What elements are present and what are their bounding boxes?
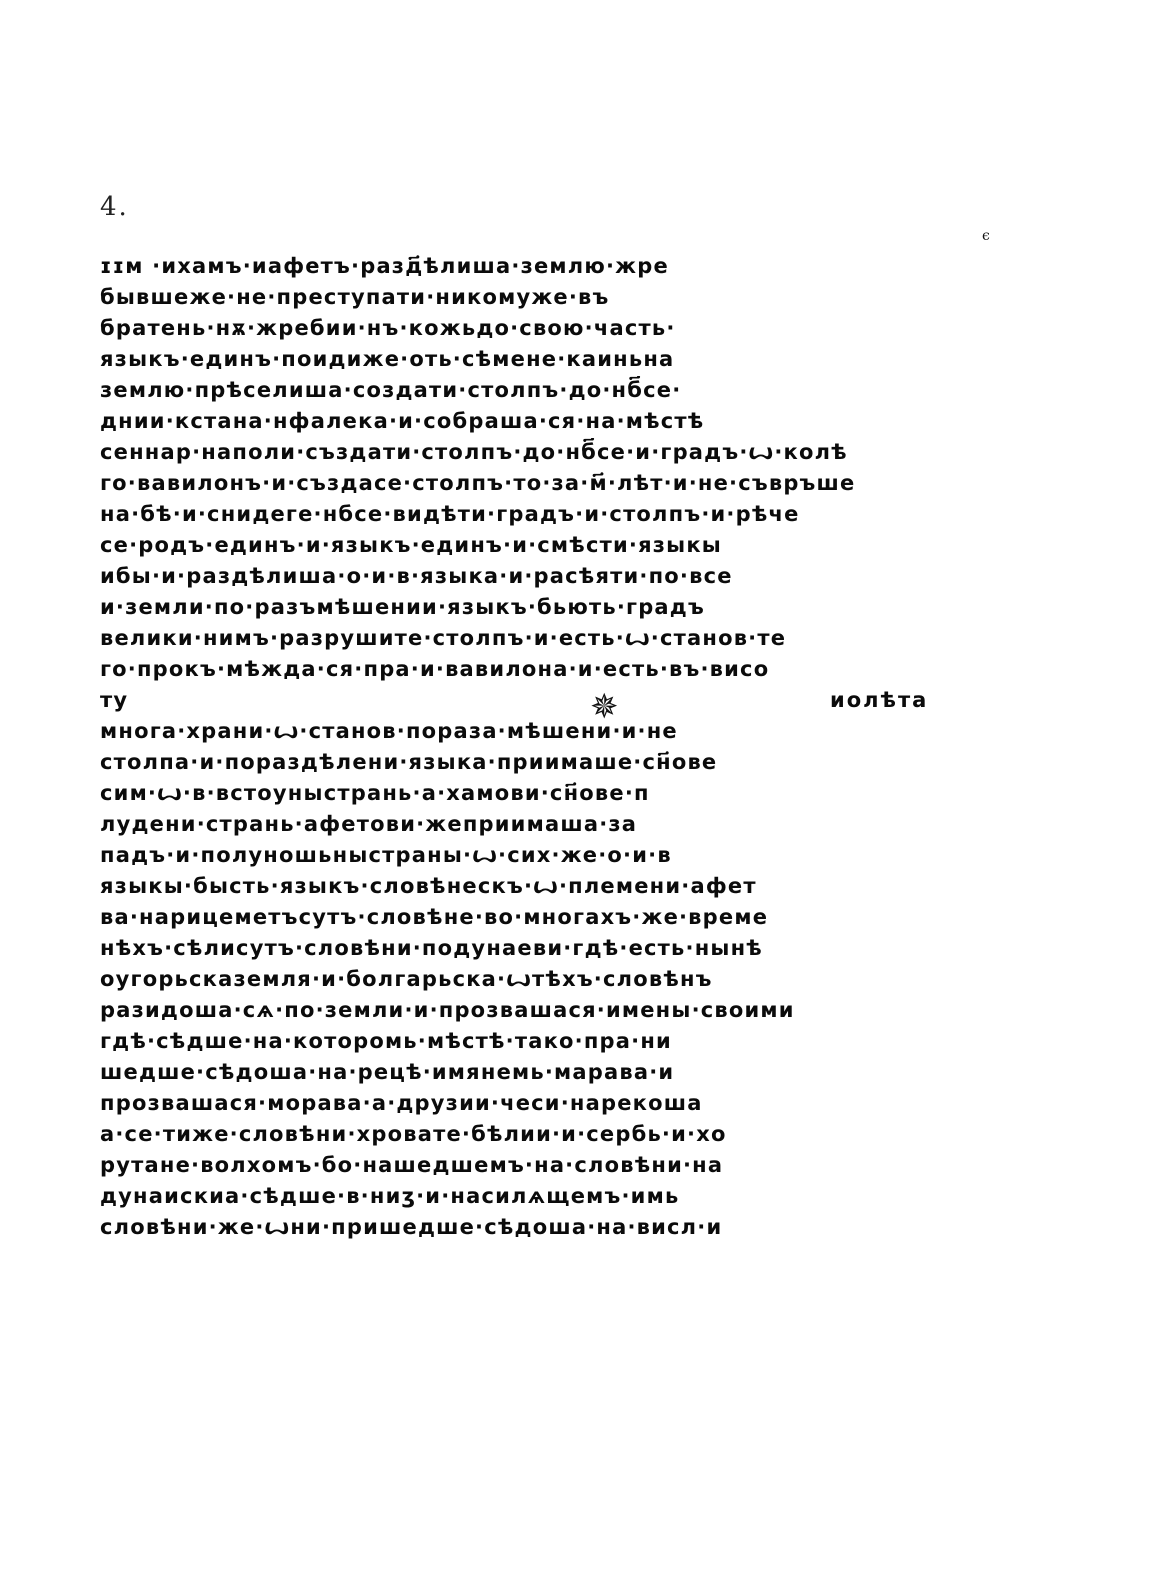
text-line: землю·прѣселиша·создати·столпъ·до·нб҃се· (100, 378, 682, 402)
text-line: ибы·и·раздѣлиша·о·и·в·языка·и·расѣяти·по·все (100, 564, 733, 588)
text-line: столпа·и·пораздѣлени·языка·приимаше·сн҃ове (100, 750, 718, 774)
text-line: языкъ·единъ·поидиже·оть·сѣмене·каиньна (100, 347, 675, 371)
text-line: го·прокъ·мѣжда·ся·пра·и·вавилона·и·есть·въ·висо (100, 657, 770, 681)
text-line: сеннар·наполи·създати·столпъ·до·нб҃се·и·градъ·ꙍ·колѣ (100, 440, 848, 464)
text-line: ва·нарицеметъсутъ·словѣне·во·многахъ·же·време (100, 905, 769, 929)
text-line: бывшеже·не·преступати·никомуже·въ (100, 285, 610, 309)
text-line: разидоша·сѧ·по·земли·и·прозвашася·имены·своими (100, 998, 795, 1022)
corner-annotation: є (982, 228, 990, 244)
text-line: днии·кстана·нфалека·и·собраша·ся·на·мѣстѣ (100, 409, 705, 433)
text-line: словѣни·же·ꙍни·пришедше·сѣдоша·на·висл·и (100, 1215, 723, 1239)
text-line: братень·нѫ·жребии·нъ·кожьдо·свою·часть· (100, 316, 676, 340)
margin-right-text: иолѣта (830, 688, 929, 712)
text-line: прозвашася·морава·а·друзии·чеси·нарекоша (100, 1091, 703, 1115)
text-line: падъ·и·полуношьныстраны·ꙍ·сих·же·о·и·в (100, 843, 672, 867)
folio-number: 4. (100, 192, 129, 222)
text-line: ту (100, 688, 129, 712)
text-line: оугорьсказемля·и·болгарьска·ꙍтѣхъ·словѣнъ (100, 967, 713, 991)
text-line: на·бѣ·и·снидеге·нбсе·видѣти·градъ·и·столпъ·и·рѣче (100, 502, 800, 526)
text-line: се·родъ·единъ·и·языкъ·единъ·и·смѣсти·языкы (100, 533, 722, 557)
text-line: а·се·тиже·словѣни·хровате·бѣлии·и·сербь·и·хо (100, 1122, 727, 1146)
text-line: шедше·сѣдоша·на·рецѣ·имянемь·марава·и (100, 1060, 675, 1084)
text-line: нѣхъ·сѣлисутъ·словѣни·подунаеви·гдѣ·есть·нынѣ (100, 936, 763, 960)
text-line: дунаискиа·сѣдше·в·ниӡ·и·насилѧщемъ·имь (100, 1184, 680, 1208)
text-line: и·земли·по·разъмѣшении·языкъ·бьють·градъ (100, 595, 705, 619)
text-line: гдѣ·сѣдше·на·которомь·мѣстѣ·тако·пра·ни (100, 1029, 672, 1053)
text-line: ɪɪм ·ихамъ·иафетъ·разд҃ѣлиша·землю·жре (100, 254, 669, 278)
text-line: лудени·странь·афетови·жеприимаша·за (100, 812, 638, 836)
text-line: рутане·волхомъ·бо·нашедшемъ·на·словѣни·на (100, 1153, 724, 1177)
manuscript-text-block (100, 252, 1000, 1242)
text-line: сим·ꙍ·в·встоуныстрань·а·хамови·сн҃ове·п (100, 781, 650, 805)
text-line: велики·нимъ·разрушите·столпъ·и·есть·ꙍ·станов·те (100, 626, 787, 650)
star-ornament-icon: ✵ (590, 687, 619, 727)
text-line: языкы·бысть·языкъ·словѣнескъ·ꙍ·племени·афет (100, 874, 757, 898)
text-line: многа·храни·ꙍ·станов·пораза·мѣшени·и·не (100, 719, 678, 743)
text-line: го·вавилонъ·и·създасе·столпъ·то·за·м҃·лѣт·и·не·съвръше (100, 471, 856, 495)
